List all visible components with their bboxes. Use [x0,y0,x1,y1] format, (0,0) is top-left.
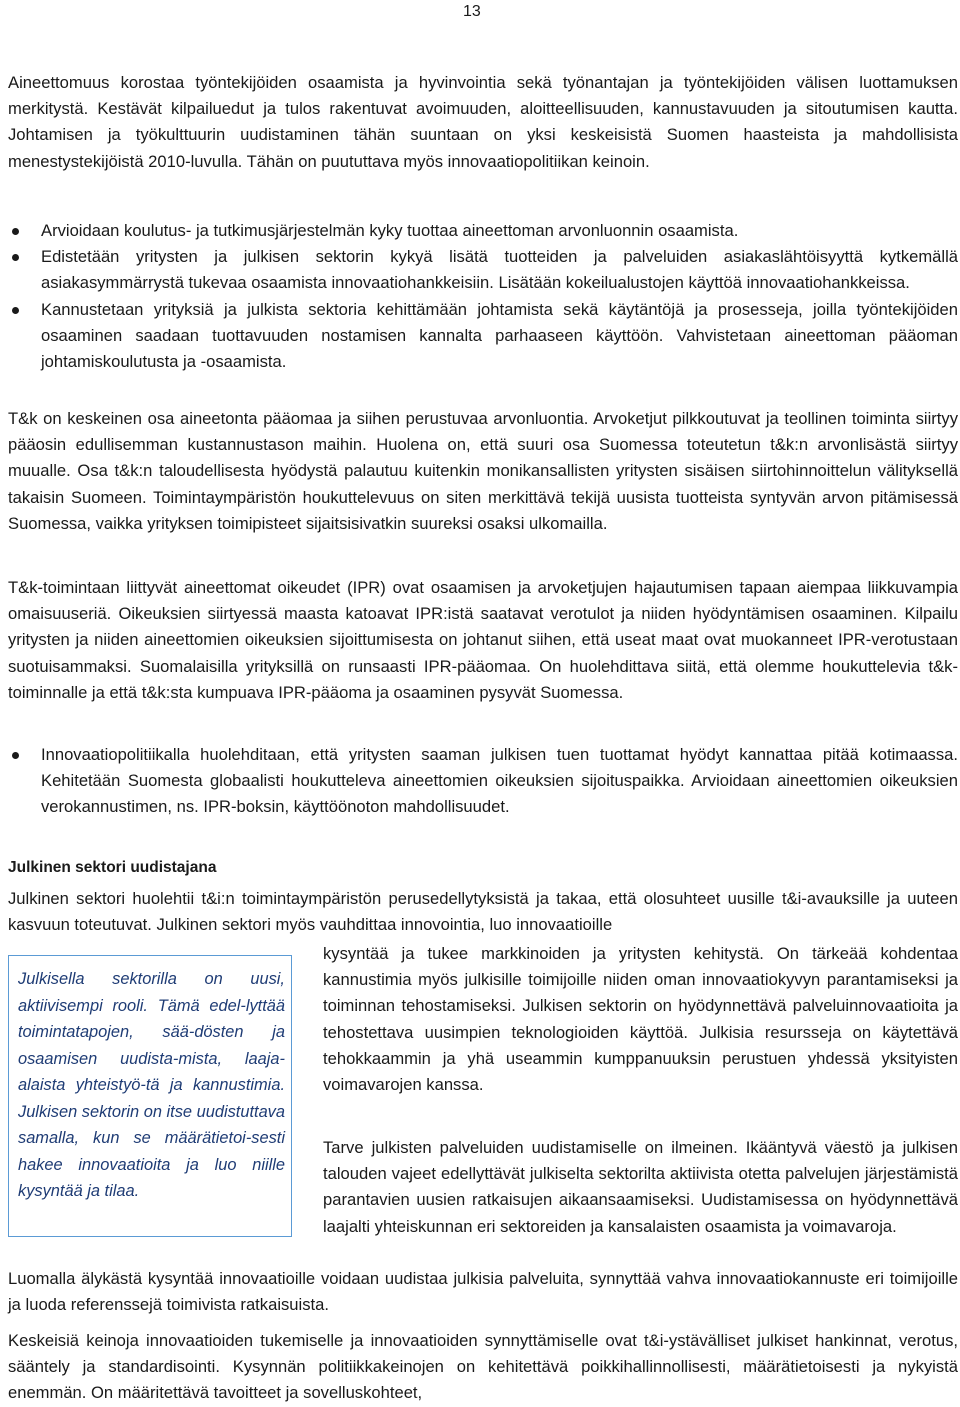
list-item-text: Innovaatiopolitiikalla huolehditaan, että yritysten saaman julkisen tuen tuottamat hyödyt kannattaa pitää kotimaassa. Kehitetään Suomesta globaalisti houkutteleva aineettomien oikeuksien sijoituspaikka. Arvioidaan aineettomien oikeuksien verokannustimen, ns. IPR-boksin, käyttöönoton mahdollisuudet. [41,745,958,817]
list-item [8,742,958,821]
section-column-paragraph-2: Tarve julkisten palveluiden uudistamiselle on ilmeinen. Ikääntyvä väestö ja julkisen talouden vajeet edellyttävät julkiselta sektorilta aktiivista otetta palvelujen järjestämistä parantavien uusien ratkaisujen aikaansaamiseksi. Uudistamisessa on hyödynnettävä laajalti yhteiskunnan eri sektoreiden ja kansalaisten osaamista ja voimavaroja. [323,1138,958,1236]
section-column-paragraph-1: kysyntää ja tukee markkinoiden ja yritysten kehitystä. On tärkeää kohdentaa kannustimia myös julkisille toimijoille niiden oman innovaatiokyvyn parantamiseksi ja toiminnan tehostamiseksi. Julkisen sektorin on hyödynnettävä palveluinnovaatioita ja tehostettava uusimpien teknologioiden käyttöä. Julkisia resursseja on käytettävä tehokkaammin ja yhä useammin kumppanuuksin perustuen yhdessä yksityisten voimavarojen kanssa. [323,944,958,1095]
tk-paragraph: T&k on keskeinen osa aineetonta pääomaa ja siihen perustuvaa arvonluontia. Arvoketjut pilkkoutuvat ja teollinen toiminta siirtyy pääosin edullisemman kustannustason maihin. Huolena on, että suuri osa Suomessa toteutetun t&k:n arvonlisästä siirtyy muualle. Osa t&k:n taloudellisesta hyödystä palautuu kuitenkin monikansallisten yritysten sisäisen siirtohinnoittelun välityksellä takaisin Suomeen. Toimintaympäristön houkuttelevuus on siten merkittävä tekijä uusista tuotteista syntyvän arvon pitämisessä Suomessa, vaikka yrityksen toimipisteet sijaitsisivatkin suureksi osaksi ulkomailla. [8,409,958,533]
list-item [8,244,958,296]
bullet-icon [12,254,19,261]
section-paragraph-after: Luomalla älykästä kysyntää innovaatioille voidaan uudistaa julkisia palveluita, synnyttää vahva innovaatiokannuste eri toimijoille ja luoda referenssejä toimivista ratkaisuista. [8,1269,958,1315]
list-item-text: Arvioidaan koulutus- ja tutkimusjärjestelmän kyky tuottaa aineettoman arvonluonnin osaamista. [41,221,739,240]
bullet-list-1 [8,218,958,375]
intro-paragraph: Aineettomuus korostaa työntekijöiden osaamista ja hyvinvointia sekä työnantajan ja työntekijöiden välisen luottamuksen merkitystä. Kestävät kilpailuedut ja tulos rakentuvat avoimuuden, aloitteellisuuden, kannustavuuden ja sitoutumisen kautta. Johtamisen ja työkulttuurin uudistaminen tähän suuntaan on yksi keskeisistä Suomen haasteista ja mahdollisista menestystekijöistä 2010-luvulla. Tähän on puututtava myös innovaatiopolitiikan keinoin. [8,73,958,171]
sidebar-quote-box [8,955,292,1237]
list-item-text: Kannustetaan yrityksiä ja julkista sektoria kehittämään johtamista sekä käytäntöjä ja prosesseja, joilla työntekijöiden osaaminen saadaan tuottavuuden nostamisen kannalta parhaaseen käyttöön. Vahvistetaan aineettoman pääoman johtamiskoulutusta ja -osaamista. [41,299,958,372]
section-heading: Julkinen sektori uudistajana [8,859,217,876]
ipr-paragraph: T&k-toimintaan liittyvät aineettomat oikeudet (IPR) ovat osaamisen ja arvoketjujen hajautumisen tapaan aiempaa liikkuvampia omaisuuseriä. Oikeuksien siirtyessä maasta katoavat IPR:istä saatavat verotulot ja niiden hyödyntämisen osaaminen. Kilpailu yritysten ja niiden aineettomien oikeuksien sijoittumisesta on johtanut siihen, että useat maat ovat muokanneet IPR-verotustaan suotuisammaksi. Suomalaisilla yrityksillä on runsaasti IPR-pääomaa. On huolehdittava siitä, että olemme houkuttelevia t&k-toiminnalle ja että t&k:sta kumpuava IPR-pääoma ja osaaminen pysyvät Suomessa. [8,578,958,702]
bullet-icon [12,752,19,759]
list-item [8,297,958,376]
bullet-icon [12,228,19,235]
bullet-list-2 [8,742,958,821]
list-item-text: Edistetään yritysten ja julkisen sektorin kykyä lisätä tuotteiden ja palveluiden asiakaslähtöisyyttä kytkemällä asiakasymmärrystä tukevaa osaamista innovaatiohankkeisiin. Lisätään kokeilualustojen käyttöä innovaatiohankkeissa. [41,247,958,293]
page-number: 13 [463,3,481,20]
list-item [8,218,958,244]
bullet-icon [12,307,19,314]
sidebar-quote: Julkisella sektorilla on uusi, aktiivisempi rooli. Tämä edel-lyttää toimintatapojen, sää-dösten ja osaamisen uudista-mista, laaja-alaista yhteistyö-tä ja kannustimia. Julkisen sektorin on itse uudistuttava samalla, kun se määrätietoi-sesti hakee innovaatioita ja luo niille kysyntää ja tilaa. [18,970,285,1200]
section-paragraph-full: Julkinen sektori huolehtii t&i:n toimintaympäristön perusedellytyksistä ja takaa, että olosuhteet uusille t&i-avauksille ja uuteen kasvuun toteutuvat. Julkinen sektori myös vauhdittaa innovointia, luo innovaatioille [8,889,958,935]
section-paragraph-last: Keskeisiä keinoja innovaatioiden tukemiselle ja innovaatioiden synnyttämiselle ovat t&i-ystävälliset julkiset hankinnat, verotus, sääntely ja standardisointi. Kysynnän politiikkakeinojen on kehitettävä poikkihallinnollisesti, määrätietoisesti ja nykyistä enemmän. On määritettävä tavoitteet ja sovelluskohteet, [8,1331,958,1403]
